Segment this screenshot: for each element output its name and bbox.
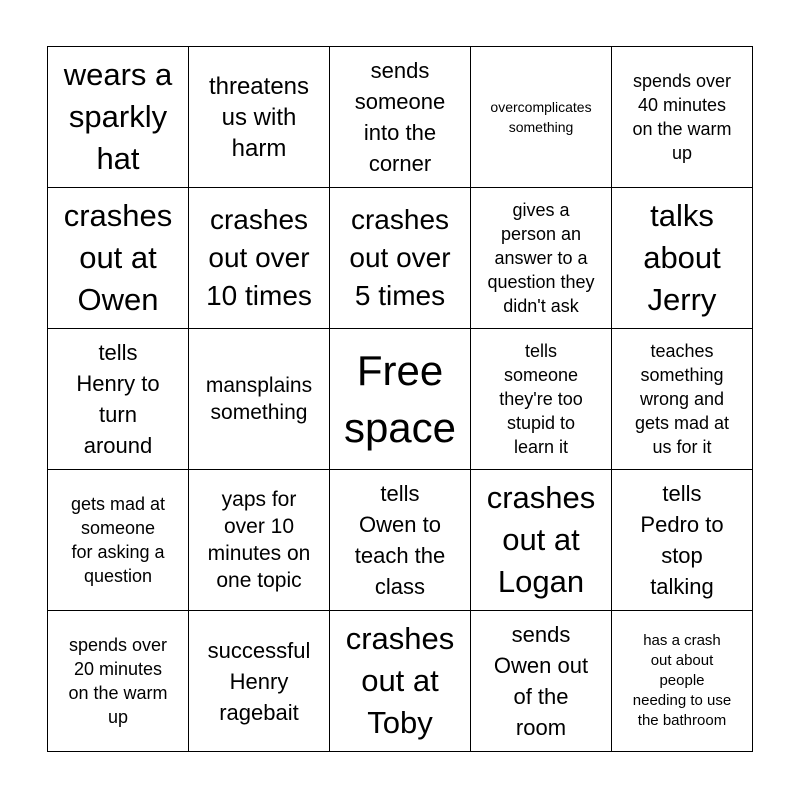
bingo-cell-r3c5[interactable] — [612, 329, 753, 470]
bingo-cell-r1c5[interactable] — [612, 47, 753, 188]
bingo-board — [47, 46, 753, 752]
bingo-cell-r1c2[interactable] — [189, 47, 330, 188]
bingo-cell-r1c4[interactable] — [471, 47, 612, 188]
cell-label: crashes out at Toby — [345, 621, 455, 740]
cell-label: tells Pedro to stop talking — [640, 481, 724, 599]
cell-label: spends over 40 minutes on the warm up — [632, 71, 732, 163]
bingo-cell-r2c1[interactable] — [48, 188, 189, 329]
cell-label: tells Owen to teach the class — [354, 481, 446, 599]
cell-label: crashes out at Owen — [63, 198, 173, 317]
cell-label: talks about Jerry — [643, 198, 721, 317]
bingo-cell-r5c1[interactable] — [48, 611, 189, 752]
bingo-cell-r3c2[interactable] — [189, 329, 330, 470]
bingo-cell-r1c3[interactable] — [330, 47, 471, 188]
cell-label: spends over 20 minutes on the warm up — [68, 635, 168, 727]
cell-label: crashes out over 5 times — [349, 204, 451, 311]
bingo-cell-r4c1[interactable] — [48, 470, 189, 611]
cell-label: sends Owen out of the room — [493, 622, 589, 740]
cell-label: sends someone into the corner — [354, 58, 446, 176]
bingo-cell-r5c4[interactable] — [471, 611, 612, 752]
bingo-cell-r4c2[interactable] — [189, 470, 330, 611]
bingo-cell-r2c2[interactable] — [189, 188, 330, 329]
cell-label: successful Henry ragebait — [207, 637, 311, 725]
bingo-cell-r4c5[interactable] — [612, 470, 753, 611]
bingo-cell-free-space[interactable] — [330, 329, 471, 470]
cell-label: gets mad at someone for asking a question — [70, 494, 166, 586]
bingo-cell-r5c3[interactable] — [330, 611, 471, 752]
cell-label: mansplains something — [205, 374, 313, 424]
cell-label: Free space — [343, 347, 457, 451]
cell-label: tells someone they're too stupid to learn it — [499, 341, 583, 457]
bingo-cell-r2c3[interactable] — [330, 188, 471, 329]
bingo-cell-r2c4[interactable] — [471, 188, 612, 329]
cell-label: threatens us with harm — [208, 72, 310, 162]
bingo-cell-r4c4[interactable] — [471, 470, 612, 611]
cell-label: crashes out over 10 times — [206, 204, 312, 311]
bingo-cell-r2c5[interactable] — [612, 188, 753, 329]
bingo-cell-r3c1[interactable] — [48, 329, 189, 470]
cell-label: teaches something wrong and gets mad at us for it — [634, 341, 730, 457]
cell-label: crashes out at Logan — [486, 480, 596, 599]
bingo-cell-r3c4[interactable] — [471, 329, 612, 470]
cell-label: yaps for over 10 minutes on one topic — [207, 488, 311, 592]
cell-label: has a crash out about people needing to use the bathroom — [632, 632, 732, 729]
bingo-cell-r4c3[interactable] — [330, 470, 471, 611]
bingo-cell-r5c2[interactable] — [189, 611, 330, 752]
bingo-cell-r5c5[interactable] — [612, 611, 753, 752]
cell-label: gives a person an answer to a question they didn't ask — [487, 200, 595, 316]
cell-label: wears a sparkly hat — [63, 57, 173, 176]
bingo-cell-r1c1[interactable] — [48, 47, 189, 188]
cell-label: overcomplicates something — [490, 99, 592, 135]
cell-label: tells Henry to turn around — [76, 340, 160, 458]
